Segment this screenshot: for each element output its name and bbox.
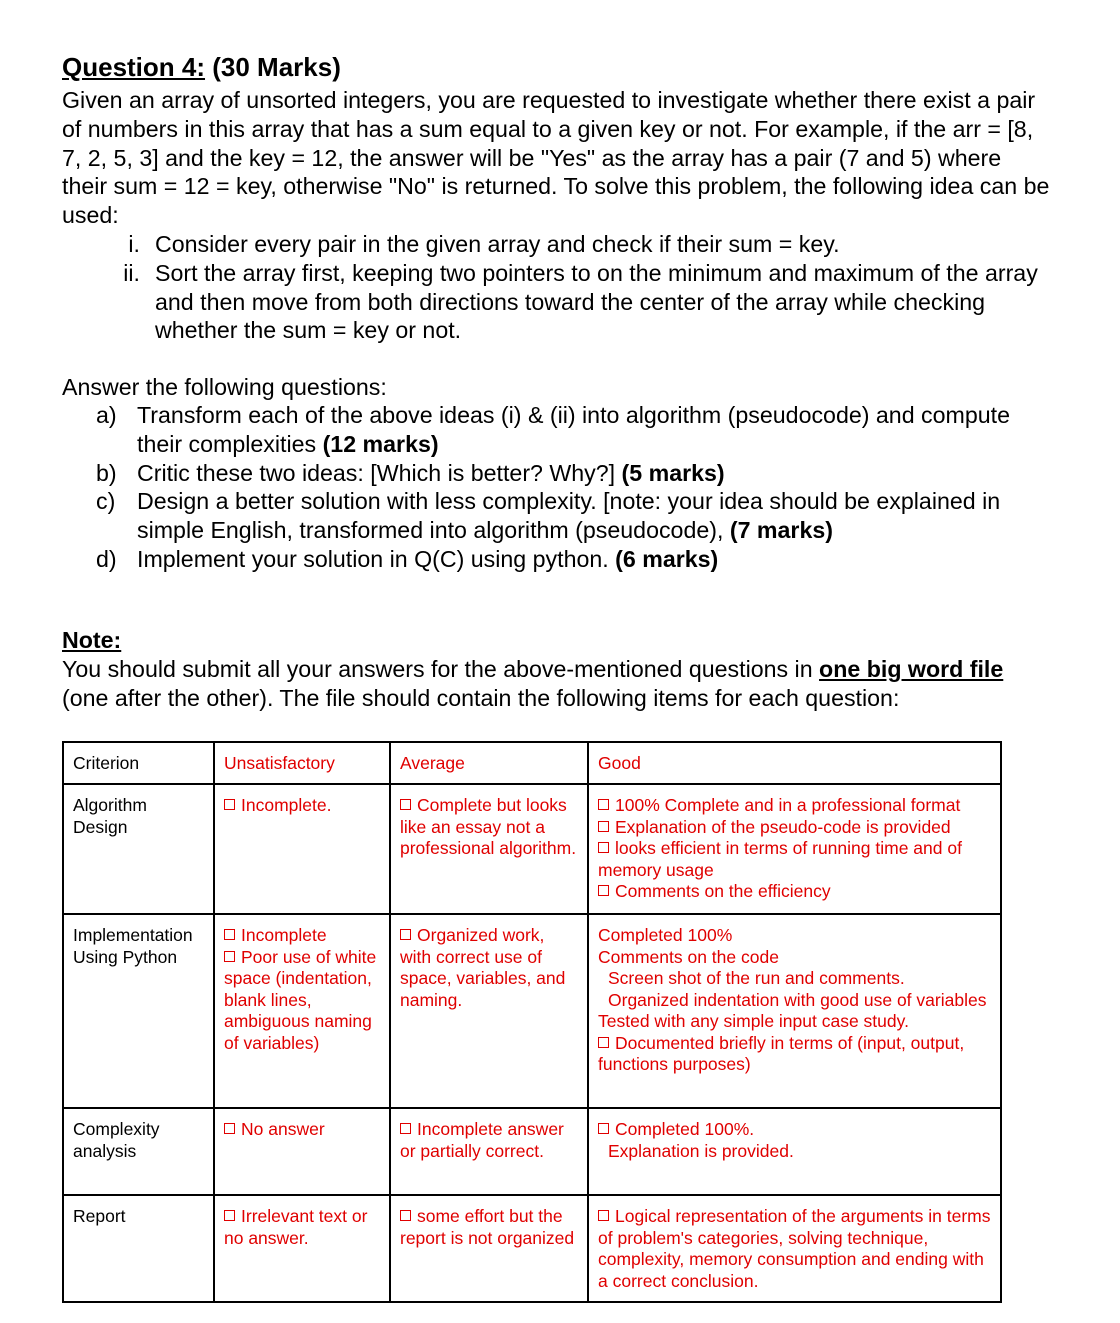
- header-criterion: Criterion: [63, 742, 214, 784]
- good-cell: [588, 1195, 1001, 1302]
- rubric-row: [63, 914, 1001, 1108]
- answer-item: [96, 459, 1056, 488]
- answer-number: d): [96, 545, 117, 572]
- unsatisfactory-cell: [214, 914, 390, 1108]
- checkbox-icon: [400, 799, 411, 810]
- rubric-text: Comments on the efficiency: [615, 881, 831, 901]
- unsatisfactory-cell: [214, 1108, 390, 1195]
- rubric-text: Documented briefly in terms of (input, output, functions purposes): [598, 1032, 965, 1074]
- rubric-text: Completed 100%: [598, 925, 733, 945]
- question-marks: (30 Marks): [205, 52, 341, 82]
- answer-text: Critic these two ideas: [Which is better? Why?]: [137, 459, 622, 486]
- average-cell: [390, 1195, 588, 1302]
- question-title: [62, 52, 341, 82]
- rubric-text: Complete but looks like an essay not a professional algorithm.: [400, 795, 577, 858]
- criterion-cell: [63, 914, 214, 1108]
- rubric-text: Incomplete answer or partially correct.: [400, 1119, 564, 1161]
- idea-text: Consider every pair in the given array and check if their sum = key.: [155, 231, 840, 257]
- rubric-text: Screen shot of the run and comments.: [608, 968, 905, 988]
- rubric-text: Explanation of the pseudo-code is provided: [615, 816, 951, 837]
- checkbox-icon: [224, 1210, 235, 1221]
- average-cell: [390, 784, 588, 914]
- rubric-table: [62, 741, 1002, 1303]
- checkbox-icon: [598, 1037, 609, 1048]
- criterion-cell: [63, 1108, 214, 1195]
- rubric-text: Comments on the code: [598, 946, 779, 967]
- note-heading: Note:: [62, 627, 122, 653]
- average-cell: [390, 914, 588, 1108]
- checkbox-icon: [400, 1123, 411, 1134]
- question-intro: Given an array of unsorted integers, you are requested to investigate whether there exist a pair of numbers in this array that has a sum equal to a given key or not. For example, if the arr = [8, 7, 2, 5, 3] and the key = 12, the answer will be "Yes" as the array has a pair (7 and 5) where their sum = 12 = key, otherwise "No" is returned. To solve this problem, the following idea can be used:: [62, 87, 1050, 229]
- rubric-row: [63, 1108, 1001, 1195]
- idea-number: i.: [128, 231, 140, 257]
- criterion-line: Algorithm: [73, 795, 147, 815]
- header-good: Good: [588, 742, 1001, 784]
- rubric-text: Incomplete: [241, 925, 327, 945]
- rubric-header-row: [63, 742, 1001, 784]
- unsatisfactory-cell: [214, 1195, 390, 1302]
- checkbox-icon: [598, 1123, 609, 1134]
- checkbox-icon: [598, 842, 609, 853]
- rubric-text: some effort but the report is not organized: [400, 1206, 575, 1248]
- rubric-text: 100% Complete and in a professional format: [615, 795, 961, 815]
- checkbox-icon: [598, 885, 609, 896]
- rubric-text: No answer: [241, 1119, 325, 1139]
- note-text-before: You should submit all your answers for the above-mentioned questions in: [62, 656, 820, 682]
- answer-marks: (5 marks): [621, 459, 725, 486]
- idea-number: ii.: [123, 259, 140, 286]
- header-average: Average: [390, 742, 588, 784]
- answer-marks: (7 marks): [729, 517, 833, 544]
- note-text-after: (one after the other). The file should contain the following items for each question:: [62, 685, 900, 711]
- checkbox-icon: [224, 799, 235, 810]
- rubric-text: looks efficient in terms of running time and of memory usage: [598, 838, 962, 880]
- rubric-row: [63, 784, 1001, 914]
- rubric-text: Organized indentation with good use of variables: [608, 989, 987, 1010]
- answer-marks: (6 marks): [615, 545, 719, 572]
- checkbox-icon: [598, 1210, 609, 1221]
- idea-item: [100, 230, 1060, 259]
- rubric-text: Tested with any simple input case study.: [598, 1011, 909, 1031]
- good-cell: [588, 914, 1001, 1108]
- criterion-cell: [63, 1195, 214, 1302]
- rubric-text: Logical representation of the arguments in terms of problem's categories, solving technique, complexity, memory consumption and ending with a correct conclusion.: [598, 1206, 991, 1291]
- criterion-line: Implementation: [73, 925, 193, 945]
- rubric-text: Irrelevant text or no answer.: [224, 1206, 368, 1248]
- checkbox-icon: [598, 821, 609, 832]
- rubric-text: Explanation is provided.: [608, 1140, 794, 1161]
- rubric-text: Organized work, with correct use of space, variables, and naming.: [400, 925, 566, 1010]
- checkbox-icon: [224, 1123, 235, 1134]
- question-label: Question 4:: [62, 52, 206, 82]
- answer-number: c): [96, 488, 116, 515]
- criterion-cell: [63, 784, 214, 914]
- good-cell: [588, 784, 1001, 914]
- criterion-line: Using Python: [73, 946, 178, 967]
- answers-list: [96, 401, 1056, 574]
- average-cell: [390, 1108, 588, 1195]
- rubric-row: [63, 1195, 1001, 1302]
- rubric-text: Incomplete.: [241, 795, 332, 815]
- answers-heading: Answer the following questions:: [62, 374, 387, 400]
- criterion-line: Report: [73, 1206, 126, 1226]
- answer-item: [96, 545, 1056, 574]
- note-emphasis: one big word file: [819, 656, 1004, 682]
- header-unsatisfactory: Unsatisfactory: [214, 742, 390, 784]
- answer-marks: (12 marks): [322, 430, 439, 457]
- answer-text: Design a better solution with less complexity. [note: your idea should be explained in simple English, transformed into algorithm (pseudocode),: [137, 488, 1001, 544]
- criterion-line: Design: [73, 816, 128, 837]
- criterion-line: Complexity: [73, 1119, 160, 1139]
- checkbox-icon: [598, 799, 609, 810]
- checkbox-icon: [224, 929, 235, 940]
- answer-text: Implement your solution in Q(C) using python.: [137, 545, 616, 572]
- note-text: [62, 655, 1052, 713]
- answer-item: [96, 487, 1056, 545]
- checkbox-icon: [400, 929, 411, 940]
- checkbox-icon: [400, 1210, 411, 1221]
- rubric-text: Completed 100%.: [615, 1119, 755, 1139]
- answer-text: Transform each of the above ideas (i) & (ii) into algorithm (pseudocode) and compute their complexities: [137, 402, 1010, 457]
- good-cell: [588, 1108, 1001, 1195]
- unsatisfactory-cell: [214, 784, 390, 914]
- idea-text: Sort the array first, keeping two pointers to on the minimum and maximum of the array and then move from both directions toward the center of the array while checking whether the sum = key or not.: [155, 259, 1038, 344]
- checkbox-icon: [224, 951, 235, 962]
- ideas-list: [100, 230, 1060, 345]
- idea-item: [100, 259, 1060, 345]
- answer-number: b): [96, 459, 117, 486]
- rubric-text: Poor use of white space (indentation, blank lines, ambiguous naming of variables): [224, 946, 377, 1053]
- answer-item: [96, 401, 1056, 459]
- answer-number: a): [96, 402, 117, 428]
- criterion-line: analysis: [73, 1140, 137, 1161]
